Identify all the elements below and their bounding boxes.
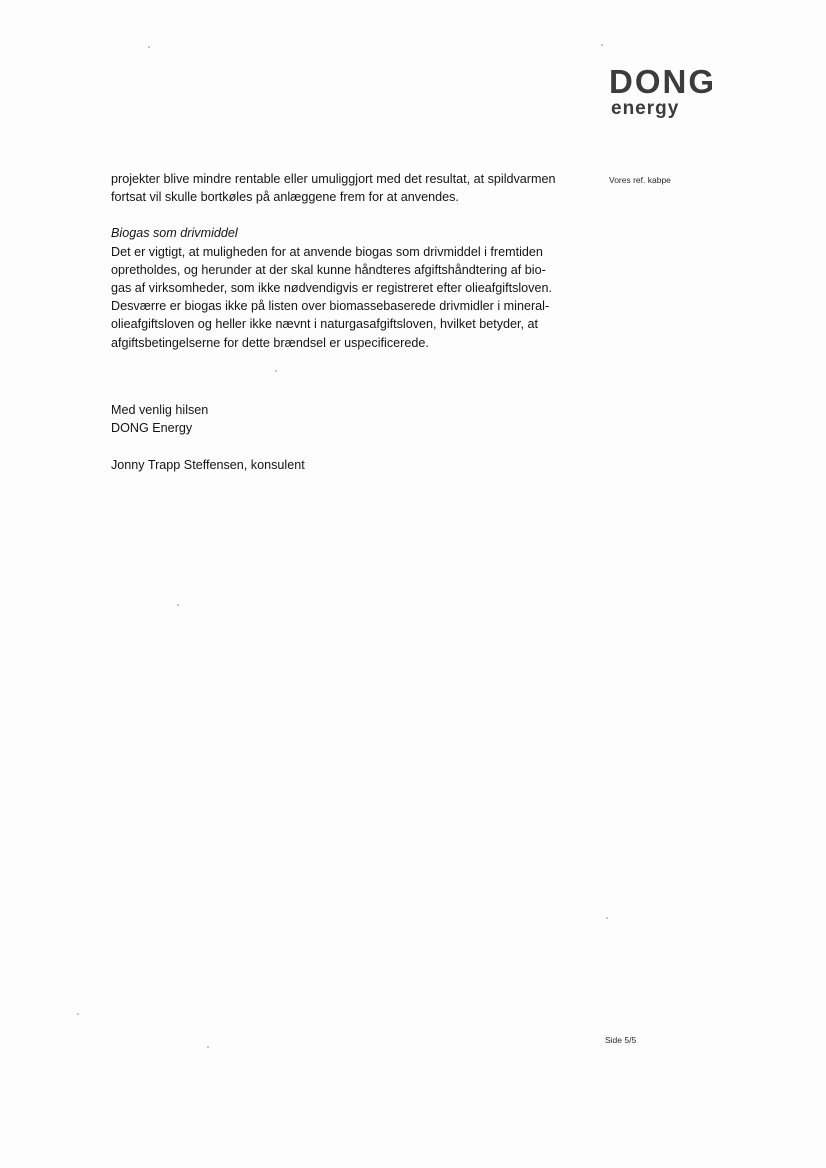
text-line: Desværre er biogas ikke på listen over biomassebaserede drivmidler i mineral-	[111, 299, 550, 314]
scan-speck	[601, 44, 603, 46]
text-line: fortsat vil skulle bortkøles på anlæggene frem for at anvendes.	[111, 190, 459, 205]
text-line: afgiftsbetingelserne for dette brændsel er uspecificerede.	[111, 335, 429, 350]
reference-label: Vores ref. kabpe	[609, 175, 671, 185]
section-paragraph	[111, 243, 601, 352]
section-heading: Biogas som drivmiddel	[111, 226, 238, 241]
scan-speck	[148, 46, 150, 48]
text-line: Det er vigtigt, at muligheden for at anvende biogas som drivmiddel i fremtiden	[111, 244, 543, 259]
scan-speck	[275, 370, 277, 372]
greeting: Med venlig hilsen	[111, 403, 209, 417]
dong-energy-logo	[609, 63, 774, 123]
company-name: DONG Energy	[111, 421, 193, 436]
intro-paragraph	[111, 170, 601, 206]
scan-speck	[177, 604, 179, 606]
scan-speck	[207, 1046, 209, 1048]
letter-body	[111, 170, 601, 352]
logo-brand-top: DONG	[609, 63, 716, 100]
closing-block	[111, 401, 208, 437]
logo-brand-bottom: energy	[611, 98, 680, 119]
text-line: olieafgiftsloven og heller ikke nævnt i naturgasafgiftsloven, hvilket betyder, at	[111, 317, 539, 332]
text-line: projekter blive mindre rentable eller umuliggjort med det resultat, at spildvarmen	[111, 172, 556, 186]
text-line: gas af virksomheder, som ikke nødvendigvis er registreret efter olieafgiftsloven.	[111, 281, 552, 296]
text-line: opretholdes, og herunder at der skal kunne håndteres afgiftshåndtering af bio-	[111, 262, 546, 277]
scan-speck	[606, 917, 608, 919]
scan-speck	[77, 1013, 79, 1015]
signature: Jonny Trapp Steffensen, konsulent	[111, 458, 305, 472]
page-number: Side 5/5	[605, 1035, 637, 1045]
